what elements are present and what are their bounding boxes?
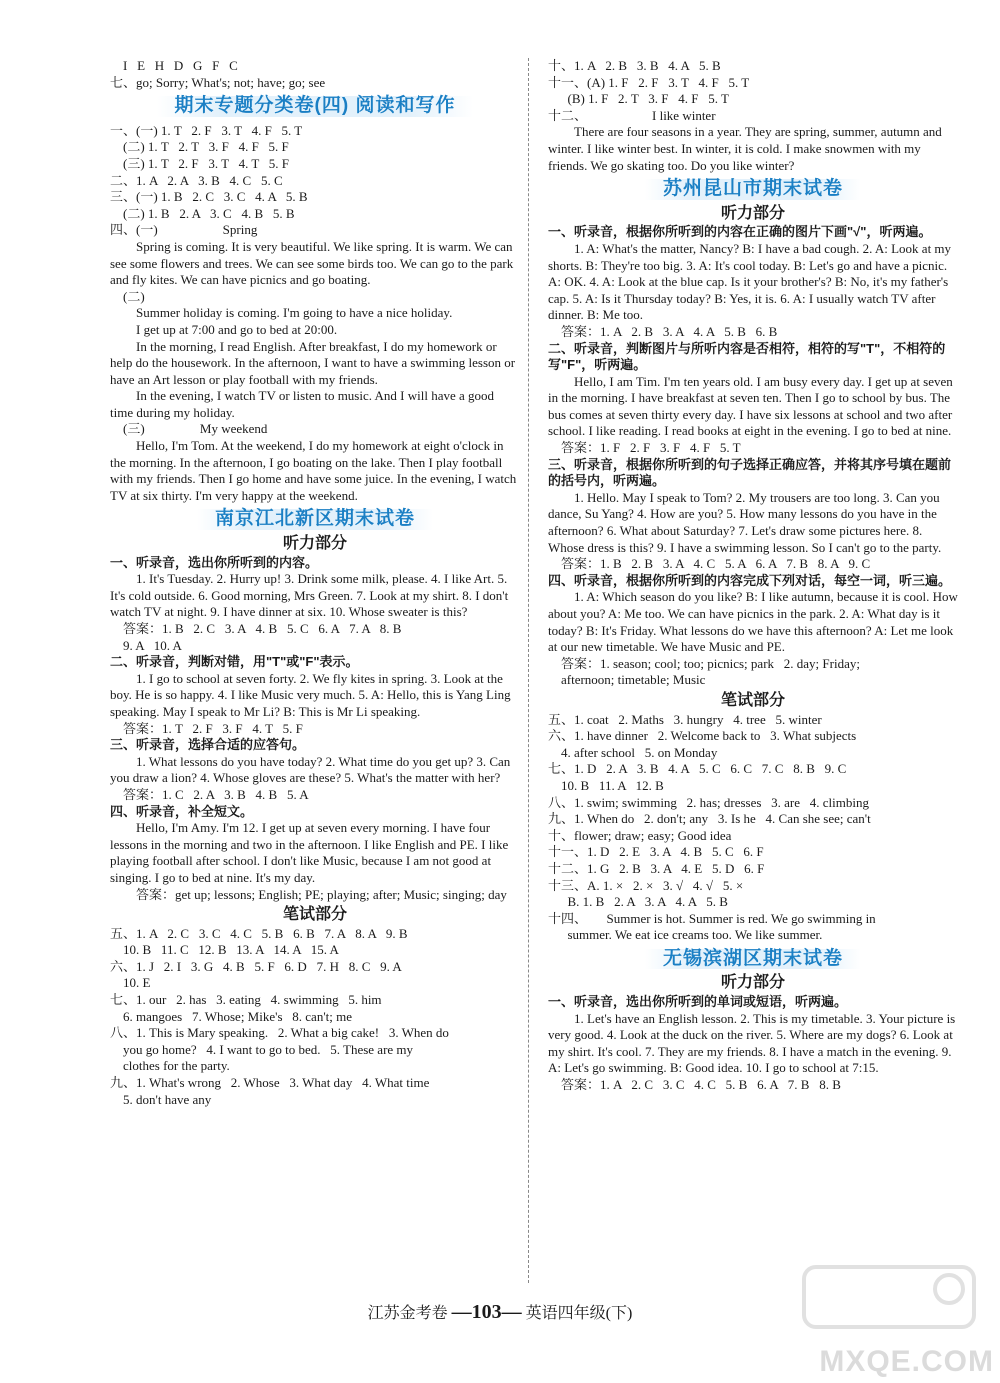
answer-line: 七、1. our 2. has 3. eating 4. swimming 5. him [110,992,382,1008]
section-banner-title: 无锡滨湖区期末试卷 [645,949,861,970]
answer-line: 答案：1. C 2. A 3. B 4. B 5. A [110,786,309,802]
answer-line: you go home? 4. I want to go to bed. 5. These are my [110,1041,414,1057]
answer-line: 十三、A. 1. × 2. × 3. √ 4. √ 5. × [548,877,744,893]
answer-line: (二) [110,288,145,304]
question-heading: 四、听录音，根据你所听到的内容完成下列对话，每空一词，听三遍。 [548,572,952,588]
part-heading: 笔试部分 [282,906,347,924]
answer-line: 答案：1. B 2. C 3. A 4. B 5. C 6. A 7. A 8. B [110,621,402,636]
page-number: —103— [451,1301,522,1323]
question-heading: 四、听录音，补全短文。 [110,803,254,819]
footer-book-title: 江苏金考卷 [367,1305,448,1322]
answer-line: 九、1. What's wrong 2. Whose 3. What day 4. What time [110,1075,430,1091]
answer-line: 答案：1. season; cool; too; picnics; park 2. day; Friday; [548,655,860,671]
answer-line: 十二、 I like winter [548,107,716,123]
answer-line: 10. B 11. A 12. B [548,777,664,793]
text-paragraph: Summer holiday is coming. I'm going to have a nice holiday. [136,305,453,321]
part-heading: 笔试部分 [720,691,785,709]
text-paragraph: 1. I go to school at seven forty. 2. We fly kites in spring. 3. Look at the boy. He is so happy. 4. I like Music very much. 5. A: Hello, this is Yang Ling speaking. May I speak to Mr Li? B: This is Mr Li speaking. [110,670,511,719]
answer-line: (二) 1. B 2. A 3. C 4. B 5. B [110,205,295,221]
question-heading: 一、听录音，选出你所听到的单词或短语，听两遍。 [548,994,848,1010]
answer-line: summer. We eat ice creams too. We like summer. [548,927,823,943]
answer-line: 五、1. A 2. C 3. C 4. C 5. B 6. B 7. A 8. A 9. B [110,925,408,941]
section-banner [548,949,958,970]
answer-line: 六、1. J 2. I 3. G 4. B 5. F 6. D 7. H 8. C 9. A [110,958,402,974]
answer-line: 9. A 10. A [110,637,182,653]
section-banner-title: 南京江北新区期末试卷 [197,509,433,530]
answer-line: (二) 1. T 2. T 3. F 4. F 5. F [110,139,289,155]
answer-line: afternoon; timetable; Music [548,672,706,688]
watermark-logo [784,1259,994,1379]
text-paragraph: 答案：get up; lessons; English; PE; playing; after; Music; singing; day [136,886,507,902]
question-heading: 一、听录音，选出你所听到的内容。 [110,554,319,570]
left-column [110,58,520,1108]
answer-line: 九、1. When do 2. don't; any 3. Is he 4. Can she see; can't [548,811,871,827]
question-heading: 三、听录音，选择合适的应答句。 [110,737,306,753]
text-paragraph: 1. A: Which season do you like? B: I like autumn, because it is cool. How about you? A: Me too. We can have picnics in the park. 2. A: What day is it today? B: It's Friday. What lessons do we have this afternoon? A: Let me look at our new timetable. We have Music and PE. [548,589,958,655]
text-paragraph: I get up at 7:00 and go to bed at 20:00. [136,321,338,337]
part-heading: 听力部分 [720,974,785,992]
answer-line: (B) 1. F 2. T 3. F 4. F 5. T [548,91,729,107]
answer-line: (三) My weekend [110,421,268,437]
answer-line: 十一、1. D 2. E 3. A 4. B 5. C 6. F [548,844,764,860]
answer-line: 六、1. have dinner 2. Welcome back to 3. What subjects [548,728,857,744]
answer-line: 答案：1. T 2. F 3. F 4. T 5. F [110,720,303,736]
right-column [548,58,958,1094]
answer-line: 十、1. A 2. B 3. B 4. A 5. B [548,58,721,73]
text-paragraph: 1. Let's have an English lesson. 2. This is my timetable. 3. Your picture is very good. 4. Look at the duck on the river. 5. Where are my dogs? 6. Look at my shirt. It's cool. 7. They are my friends. 8. I have a match in the evening. 9. A: Let's go swimming. B: Good idea. 10. I go to school at 7:15. [548,1010,956,1076]
text-paragraph: Hello, I'm Amy. I'm 12. I get up at seven every morning. I have four lessons in the morning and two in the afternoon. I like English and PE. I like playing football after school. I don't like Music, because I am not good at singing. I go to bed at nine. It's my day. [110,820,509,885]
question-heading: 一、听录音，根据你所听到的内容在正确的图片下画"√"，听两遍。 [548,224,932,240]
answer-line: B. 1. B 2. A 3. A 4. A 5. B [548,894,728,910]
text-paragraph: 1. A: What's the matter, Nancy? B: I have a bad cough. 2. A: Look at my shorts. B: They're too big. 3. A: It's cool today. B: Let's go and have a picnic. A: OK. 4. A: Look at the blue cap. Is it your brother's? B: No, it's my father's cap. 5. A: Is it Thursday today? B: Yes, it is. 6. A: I usually watch TV after dinner. B: Me too. [548,240,952,323]
answer-line: 6. mangoes 7. Whose; Mike's 8. can't; me [110,1008,353,1024]
answer-line: 八、1. This is Mary speaking. 2. What a big cake! 3. When do [110,1025,449,1041]
section-banner [110,509,520,530]
text-paragraph: Hello, I am Tim. I'm ten years old. I am busy every day. I get up at seven in the morning. I have breakfast at seven ten. Then I go to school by bus. The bus comes at seven thirty every day. I have six lessons at school and two after school. I like reading. I read books at eight in the evening. I go to bed at nine. [548,373,953,439]
answer-line: 4. after school 5. on Monday [548,744,718,760]
answer-line: 五、1. coat 2. Maths 3. hungry 4. tree 5. winter [548,711,822,727]
answer-line: 十一、(A) 1. F 2. F 3. T 4. F 5. T [548,74,750,90]
text-paragraph: Spring is coming. It is very beautiful. We like spring. It is warm. We can see some flowers and trees. We can see some birds too. We can go to the park and fly kites. We can have picnics and go boating. [110,238,514,288]
section-banner-title: 苏州昆山市期末试卷 [645,179,861,200]
text-paragraph: 1. It's Tuesday. 2. Hurry up! 3. Drink some milk, please. 4. I like Art. 5. It's cold outside. 6. Good morning, Mrs Green. 7. Look at my shirt. 8. I don't watch TV at night. 9. I have dinner at six. 10. Whose sweater is this? [110,571,509,620]
part-heading: 听力部分 [282,535,347,553]
section-banner-title: 期末专题分类卷(四) 阅读和写作 [157,96,474,117]
answer-line: 答案：1. B 2. B 3. A 4. C 5. A 6. A 7. B 8. A 9. C [548,556,871,572]
section-banner [110,96,520,117]
answer-line: 一、(一) 1. T 2. F 3. T 4. F 5. T [110,122,303,138]
answer-line: 二、1. A 2. A 3. B 4. C 5. C [110,172,283,188]
part-heading: 听力部分 [720,204,785,222]
text-paragraph: In the evening, I watch TV or listen to music. And I will have a good time during my holiday. [110,388,495,420]
answer-line: I E H D G F C [110,58,238,73]
text-paragraph: 1. Hello. May I speak to Tom? 2. My trousers are too long. 3. Can you dance, Su Yang? 4. How are you? 5. How many lessons do you have in the afternoon? 6. What about Saturday? 7. Let's draw some pictures here. 8. Whose dress is this? 9. I have a swimming lesson. So I can't go to the party. [548,489,942,555]
question-heading: 三、听录音，根据你所听到的句子选择正确应答，并将其序号填在题前的括号内，听两遍。 [548,456,952,489]
answer-line: 三、(一) 1. B 2. C 3. C 4. A 5. B [110,189,308,205]
answer-line: 10. B 11. C 12. B 13. A 14. A 15. A [110,942,339,958]
answer-line: 答案：1. A 2. C 3. C 4. C 5. B 6. A 7. B 8. B [548,1077,841,1093]
question-heading: 二、听录音，判断图片与所听内容是否相符，相符的写"T"，不相符的写"F"，听两遍。 [548,340,946,373]
text-paragraph: Hello, I'm Tom. At the weekend, I do my homework at eight o'clock in the morning. In the afternoon, I go boating on the lake. Then I play football with my friends. Then I go home and have some juice. In the evening, I watch TV at six thirty. I'm very happy at the weekend. [110,438,517,503]
answer-line: 答案：1. F 2. F 3. F 4. F 5. T [548,440,741,456]
section-banner [548,179,958,200]
answer-line: 十四、 Summer is hot. Summer is red. We go swimming in [548,910,876,926]
answer-line: 10. E [110,975,151,991]
answer-line: 四、(一) Spring [110,222,258,238]
answer-line: 七、1. D 2. A 3. B 4. A 5. C 6. C 7. C 8. B 9. C [548,761,847,777]
answer-line: (三) 1. T 2. F 3. T 4. T 5. F [110,155,290,171]
answer-line: 答案：1. A 2. B 3. A 4. A 5. B 6. B [548,323,778,339]
text-paragraph: 1. What lessons do you have today? 2. What time do you get up? 3. Can you draw a lion? 4. Whose gloves are these? 5. What's the matter with her? [110,753,511,786]
watermark-stamp-icon [784,1259,994,1349]
answer-line: 十、flower; draw; easy; Good idea [548,827,732,843]
text-paragraph: In the morning, I read English. After breakfast, I do my homework or help do the housework. In the afternoon, I want to have a swimming lesson or have an Art lesson or play football with my friends. [110,338,516,387]
question-heading: 二、听录音，判断对错，用"T"或"F"表示。 [110,654,359,670]
text-paragraph: There are four seasons in a year. They are spring, summer, autumn and winter. I like winter best. In winter, it is cold. I make snowmen with my friends. We go skating too. Do you like winter? [548,124,942,173]
answer-line: 八、1. swim; swimming 2. has; dresses 3. are 4. climbing [548,794,870,810]
watermark-text: MXQE.COM [819,1345,994,1378]
answer-line: 5. don't have any [110,1091,212,1107]
answer-line: 十二、1. G 2. B 3. A 4. E 5. D 6. F [548,860,765,876]
answer-line: clothes for the party. [110,1058,230,1074]
column-divider [528,58,529,1283]
footer-subject: 英语四年级(下) [525,1305,633,1322]
answer-line: 七、go; Sorry; What's; not; have; go; see [110,74,326,90]
